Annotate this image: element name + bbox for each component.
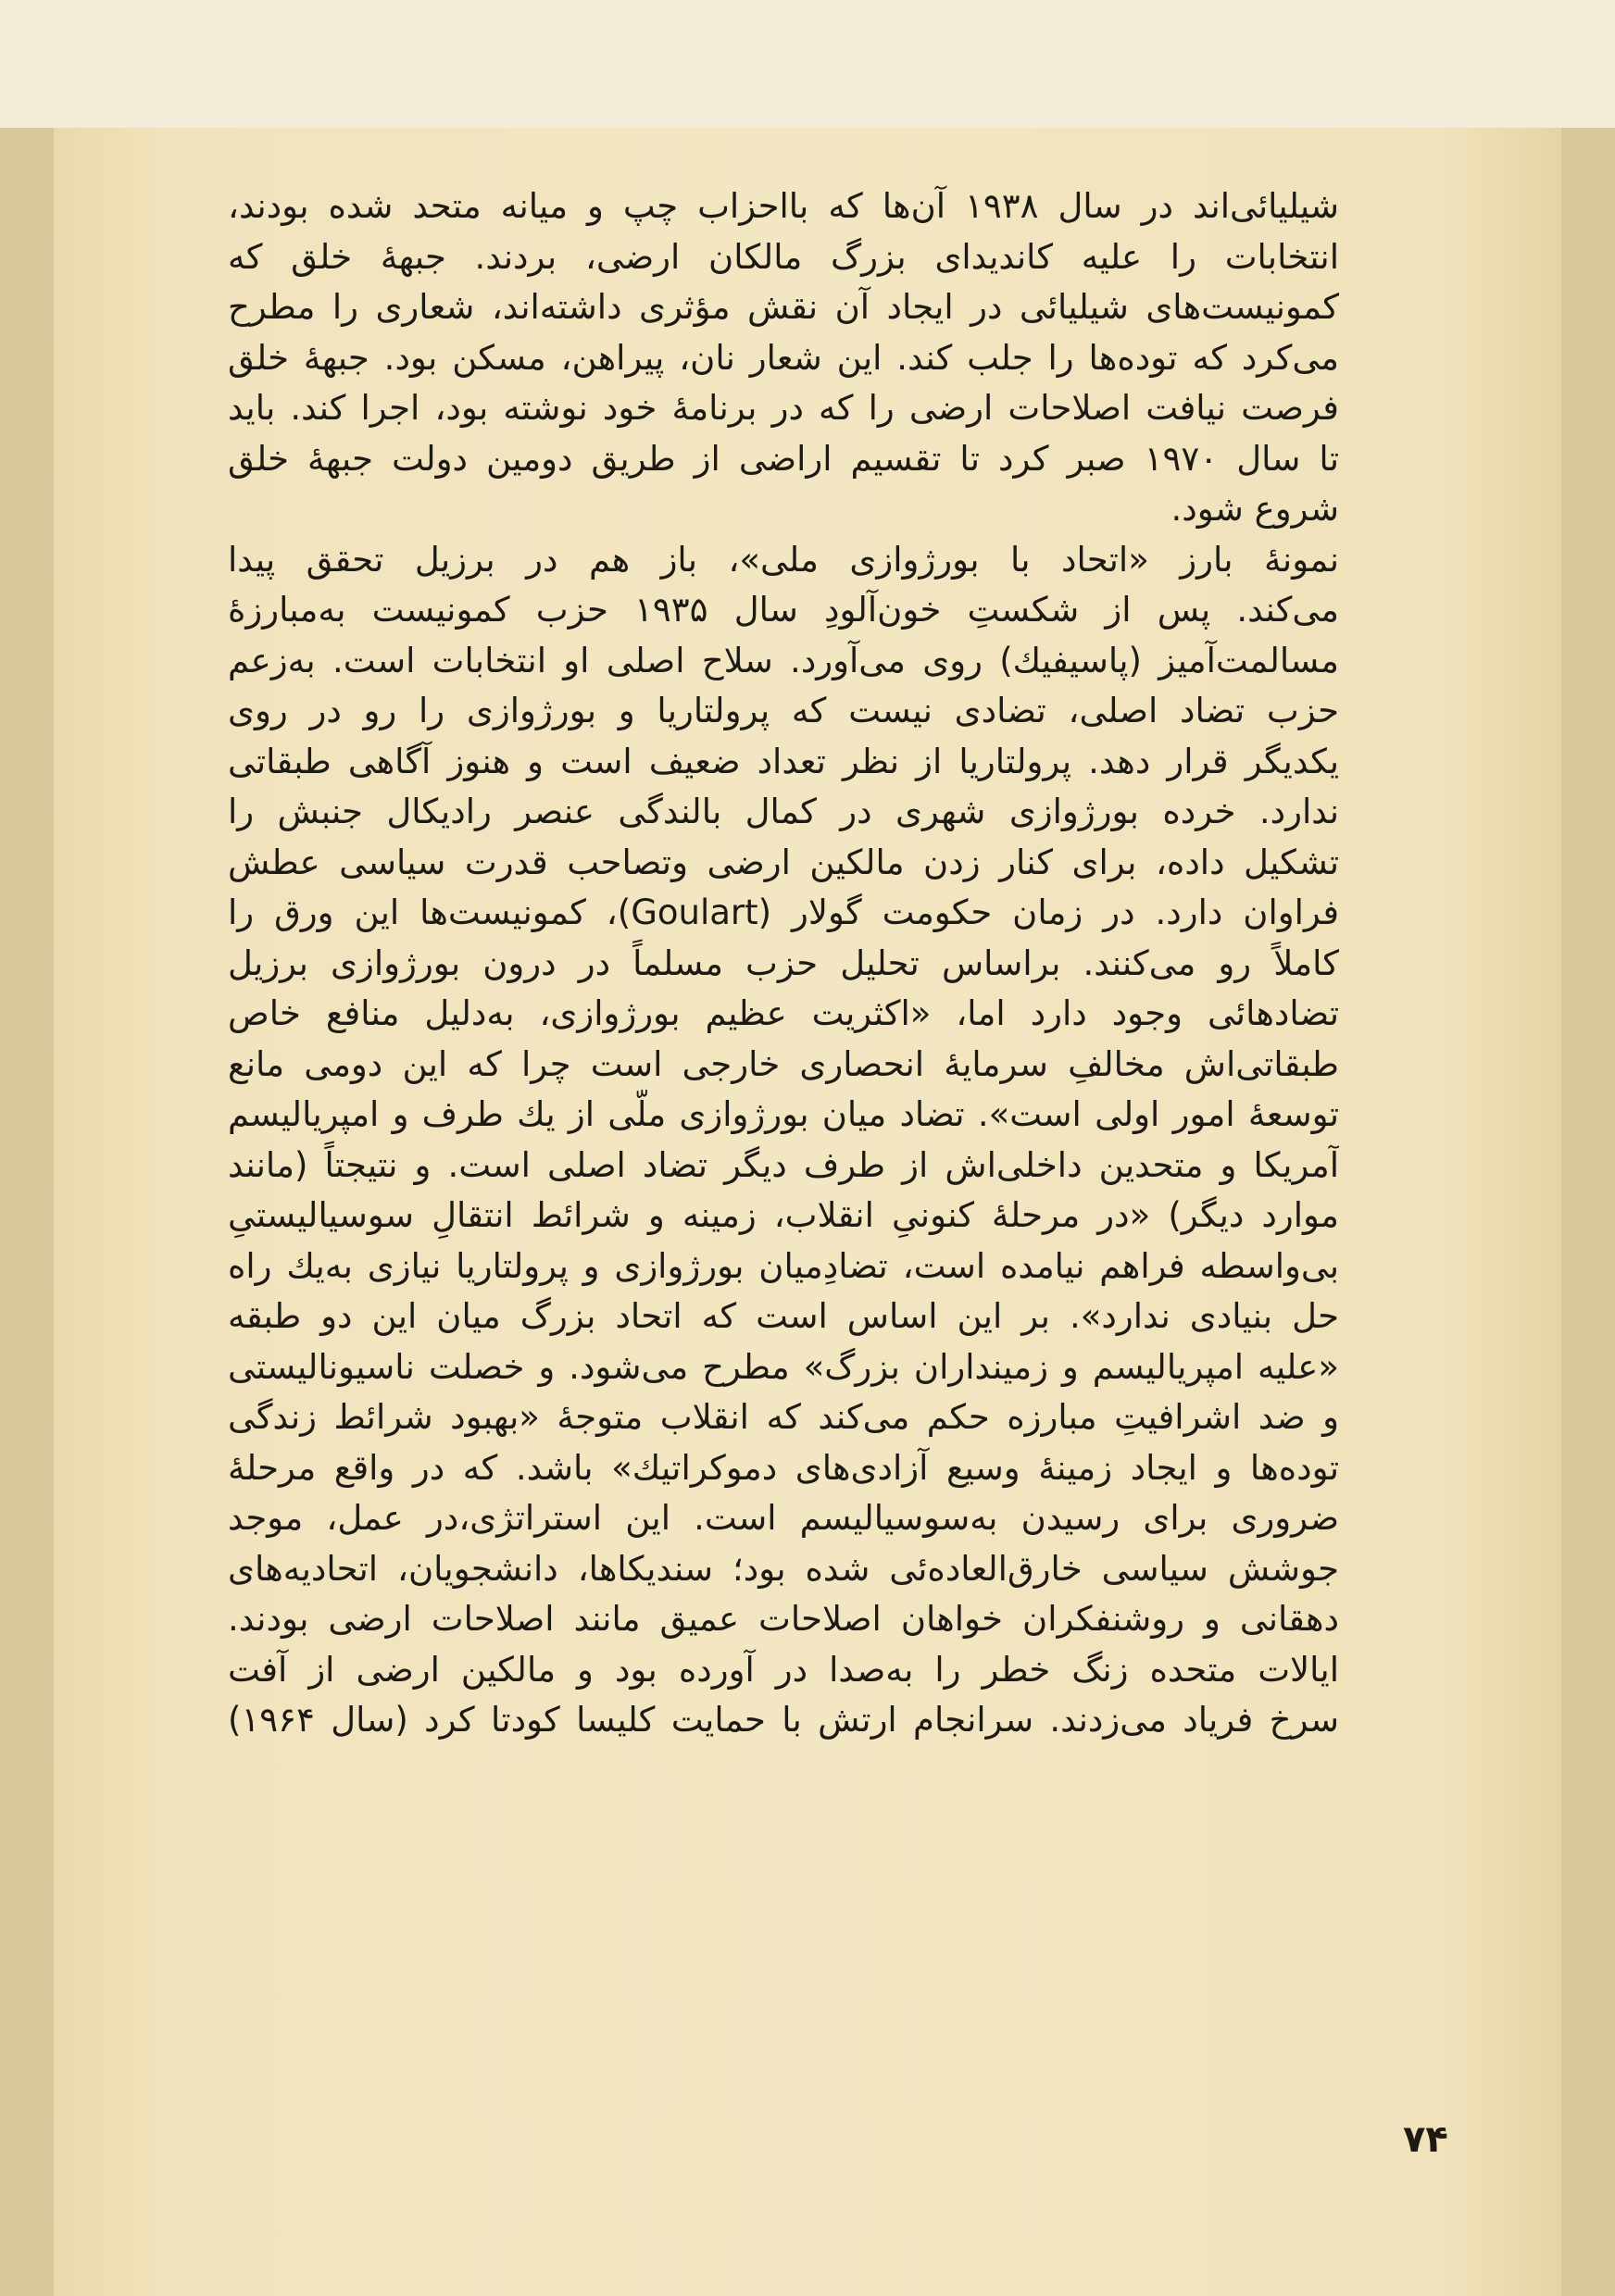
text-line: حل بنیادی ندارد». بر این اساس است که اتحاد بزرگ میان این دو طبقه [228,1296,1339,1336]
text-line: طبقاتی‌اش مخالفِ سرمایهٔ انحصاری خارجی است چرا که این دومی مانع [228,1043,1339,1084]
text-line: نمونهٔ بارز «اتحاد با بورژوازی ملی»، باز هم در برزیل تحقق پیدا [228,539,1339,580]
text-line: تشکیل داده، برای کنار زدن مالکین ارضی وتصاحب قدرت سیاسی عطش [228,842,1339,882]
text-line: می‌کند. پس از شکستِ خون‌آلودِ سال ۱۹۳۵ حزب کمونیست به‌مبارزهٔ [228,590,1339,630]
text-line: سرخ فریاد می‌زدند. سرانجام ارتش با حمایت کلیسا کودتا کرد (سال ۱۹۶۴) [228,1700,1339,1740]
text-line: تا سال ۱۹۷۰ صبر کرد تا تقسیم اراضی از طریق دومین دولت جبههٔ خلق [228,438,1339,479]
text-line: فراوان دارد. در زمان حکومت گولار (Goulart)، کمونیست‌ها این ورق را [228,892,1339,932]
text-line: توسعهٔ امور اولی است». تضاد میان بورژوازی ملّی از یك طرف و امپریالیسم [228,1094,1339,1134]
text-line: انتخابات را علیه کاندیدای بزرگ مالکان ارضی، بردند. جبههٔ خلق که [228,236,1339,277]
text-line: حزب تضاد اصلی، تضادی نیست که پرولتاریا و بورژوازی را رو در روی [228,691,1339,730]
text-line: کمونیست‌های شیلیائی در ایجاد آن نقش مؤثری داشته‌اند، شعاری را مطرح [228,287,1339,327]
scan-top-margin [0,0,1615,128]
text-line: «علیه امپریالیسم و زمینداران بزرگ» مطرح می‌شود. و خصلت ناسیونالیستی [228,1346,1339,1387]
text-line: ایالات متحده زنگ خطر را به‌صدا در آورده بود و مالکین ارضی از آفت [228,1649,1339,1690]
body-text [228,181,1339,1746]
text-line: جوشش سیاسی خارق‌العاده‌ئی شده بود؛ سندیکاها، دانشجویان، اتحادیه‌های [228,1548,1339,1589]
text-line: موارد دیگر) «در مرحلهٔ کنونیِ انقلاب، زمینه و شرائط انتقالِ سوسیالیستیِ [228,1195,1339,1235]
text-line: توده‌ها و ایجاد زمینهٔ وسیع آزادی‌های دموکراتیك» باشد. که در واقع مرحلهٔ [228,1447,1339,1488]
text-line: دهقانی و روشنفکران خواهان اصلاحات عمیق مانند اصلاحات ارضی بودند. [228,1599,1339,1639]
text-line: مسالمت‌آمیز (پاسیفیك) روی می‌آورد. سلاح اصلی او انتخابات است. به‌زعم [228,640,1339,680]
text-line: تضادهائی وجود دارد اما، «اکثریت عظیم بورژوازی، به‌دلیل منافع خاص [228,993,1339,1033]
text-line: ندارد. خرده بورژوازی شهری در کمال بالندگی عنصر رادیکال جنبش را [228,792,1339,831]
text-line: یکدیگر قرار دهد. پرولتاریا از نظر تعداد ضعیف است و هنوز آگاهی طبقاتی [228,741,1339,781]
text-line: آمریکا و متحدین داخلی‌اش از طرف دیگر تضاد اصلی است. و نتیجتاً (مانند [228,1144,1339,1185]
text-line: ضروری برای رسیدن به‌سوسیالیسم است. این استراتژی،در عمل، موجد [228,1498,1339,1538]
text-line: شروع شود. [1171,489,1339,529]
text-line: شیلیائی‌اند در سال ۱۹۳۸ آن‌ها که بااحزاب چپ و میانه متحد شده بودند، [228,186,1339,226]
text-line: بی‌واسطه فراهم نیامده است، تضادِمیان بورژوازی و پرولتاریا نیازی به‌یك راه [228,1245,1339,1286]
text-line: کاملاً رو می‌کنند. براساس تحلیل حزب مسلماً در درون بورژوازی برزیل [228,942,1339,983]
text-line: می‌کرد که توده‌ها را جلب کند. این شعار نان، پیراهن، مسکن بود. جبههٔ خلق [228,337,1339,378]
text-line: و ضد اشرافیتِ مبارزه حکم می‌کند که انقلاب متوجهٔ «بهبود شرائط زندگی [228,1397,1339,1437]
page-number: ۷۴ [1403,2118,1448,2161]
text-line: فرصت نیافت اصلاحات ارضی را که در برنامهٔ خود نوشته بود، اجرا کند. باید [228,388,1339,428]
